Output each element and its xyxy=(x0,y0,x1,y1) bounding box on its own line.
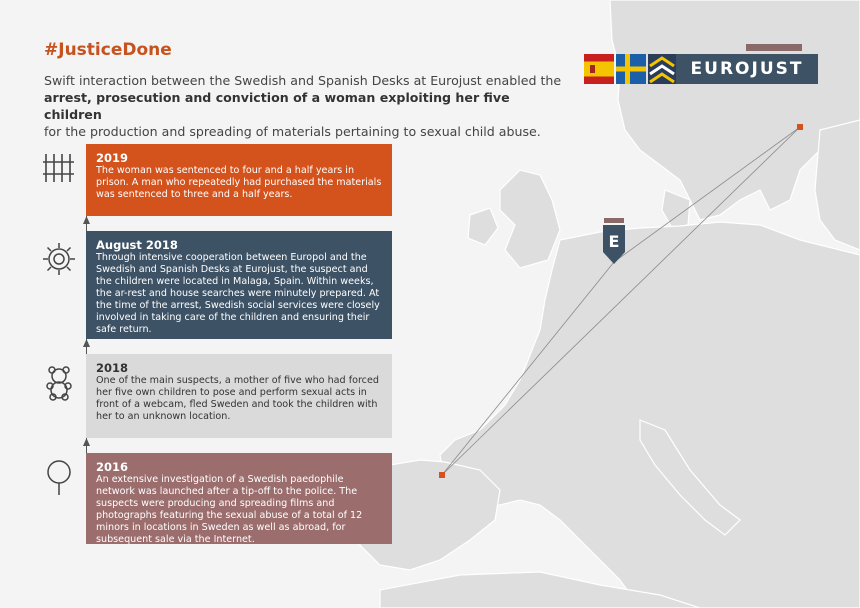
eurojust-pin-icon xyxy=(601,218,627,266)
card-text: One of the main suspects, a mother of five who had forced her five own children to pose and perform sexual acts in front of a webcam, fled Sweden and took the children with her to an unknown location. xyxy=(96,375,379,422)
intro-line-1: Swift interaction between the Swedish and Spanish Desks at Eurojust enabled the xyxy=(44,73,562,88)
spain-flag-icon xyxy=(584,54,614,84)
timeline-arrow xyxy=(82,339,91,347)
magnifier-icon xyxy=(40,458,78,496)
teddy-bear-icon xyxy=(40,364,78,402)
logo-accent-bar xyxy=(746,44,802,51)
intro-line-3: for the production and spreading of materials pertaining to sexual child abuse. xyxy=(44,124,541,139)
timeline-card-august-2018 xyxy=(86,231,392,339)
card-text: The woman was sentenced to four and a half years in prison. A man who repeatedly had purchased the materials was sentenced to three and a half years. xyxy=(96,165,382,200)
card-year: 2018 xyxy=(96,361,129,375)
malaga-marker xyxy=(439,472,445,478)
card-year: August 2018 xyxy=(96,238,178,252)
card-year: 2019 xyxy=(96,151,129,165)
intro-line-2: arrest, prosecution and conviction of a woman exploiting her five children xyxy=(44,90,510,122)
timeline-card-2018 xyxy=(86,354,392,438)
hashtag-title: #JusticeDone xyxy=(44,40,172,60)
card-text: Through intensive cooperation between Europol and the Swedish and Spanish Desks at Eurojust, the suspect and the children were located in Malaga, Spain. Within weeks, the ar-rest and house searches were minutely prepared. At the time of the arrest, Swedish social services were closely involved in taking care of the children and ensuring their safe return. xyxy=(96,252,380,335)
timeline-arrow xyxy=(82,216,91,224)
eurojust-emblem-icon xyxy=(648,54,676,84)
sweden-flag-icon xyxy=(616,54,646,84)
card-text: An extensive investigation of a Swedish paedophile network was launched after a tip-off to the police. The suspects were producing and spreading films and photographs featuring the sexual abuse of a total of 12 minors in locations in Sweden as well as abroad, for subsequent sale via the Internet. xyxy=(96,474,363,545)
card-year: 2016 xyxy=(96,460,129,474)
prison-bars-icon xyxy=(40,150,78,188)
timeline-card-2019 xyxy=(86,144,392,216)
timeline-card-2016 xyxy=(86,453,392,544)
gear-icon xyxy=(40,240,78,278)
intro-text xyxy=(44,72,564,140)
pin-letter: E xyxy=(608,232,620,251)
logo-text: EUROJUST xyxy=(676,54,818,84)
sweden-marker xyxy=(797,124,803,130)
timeline-arrow xyxy=(82,438,91,446)
